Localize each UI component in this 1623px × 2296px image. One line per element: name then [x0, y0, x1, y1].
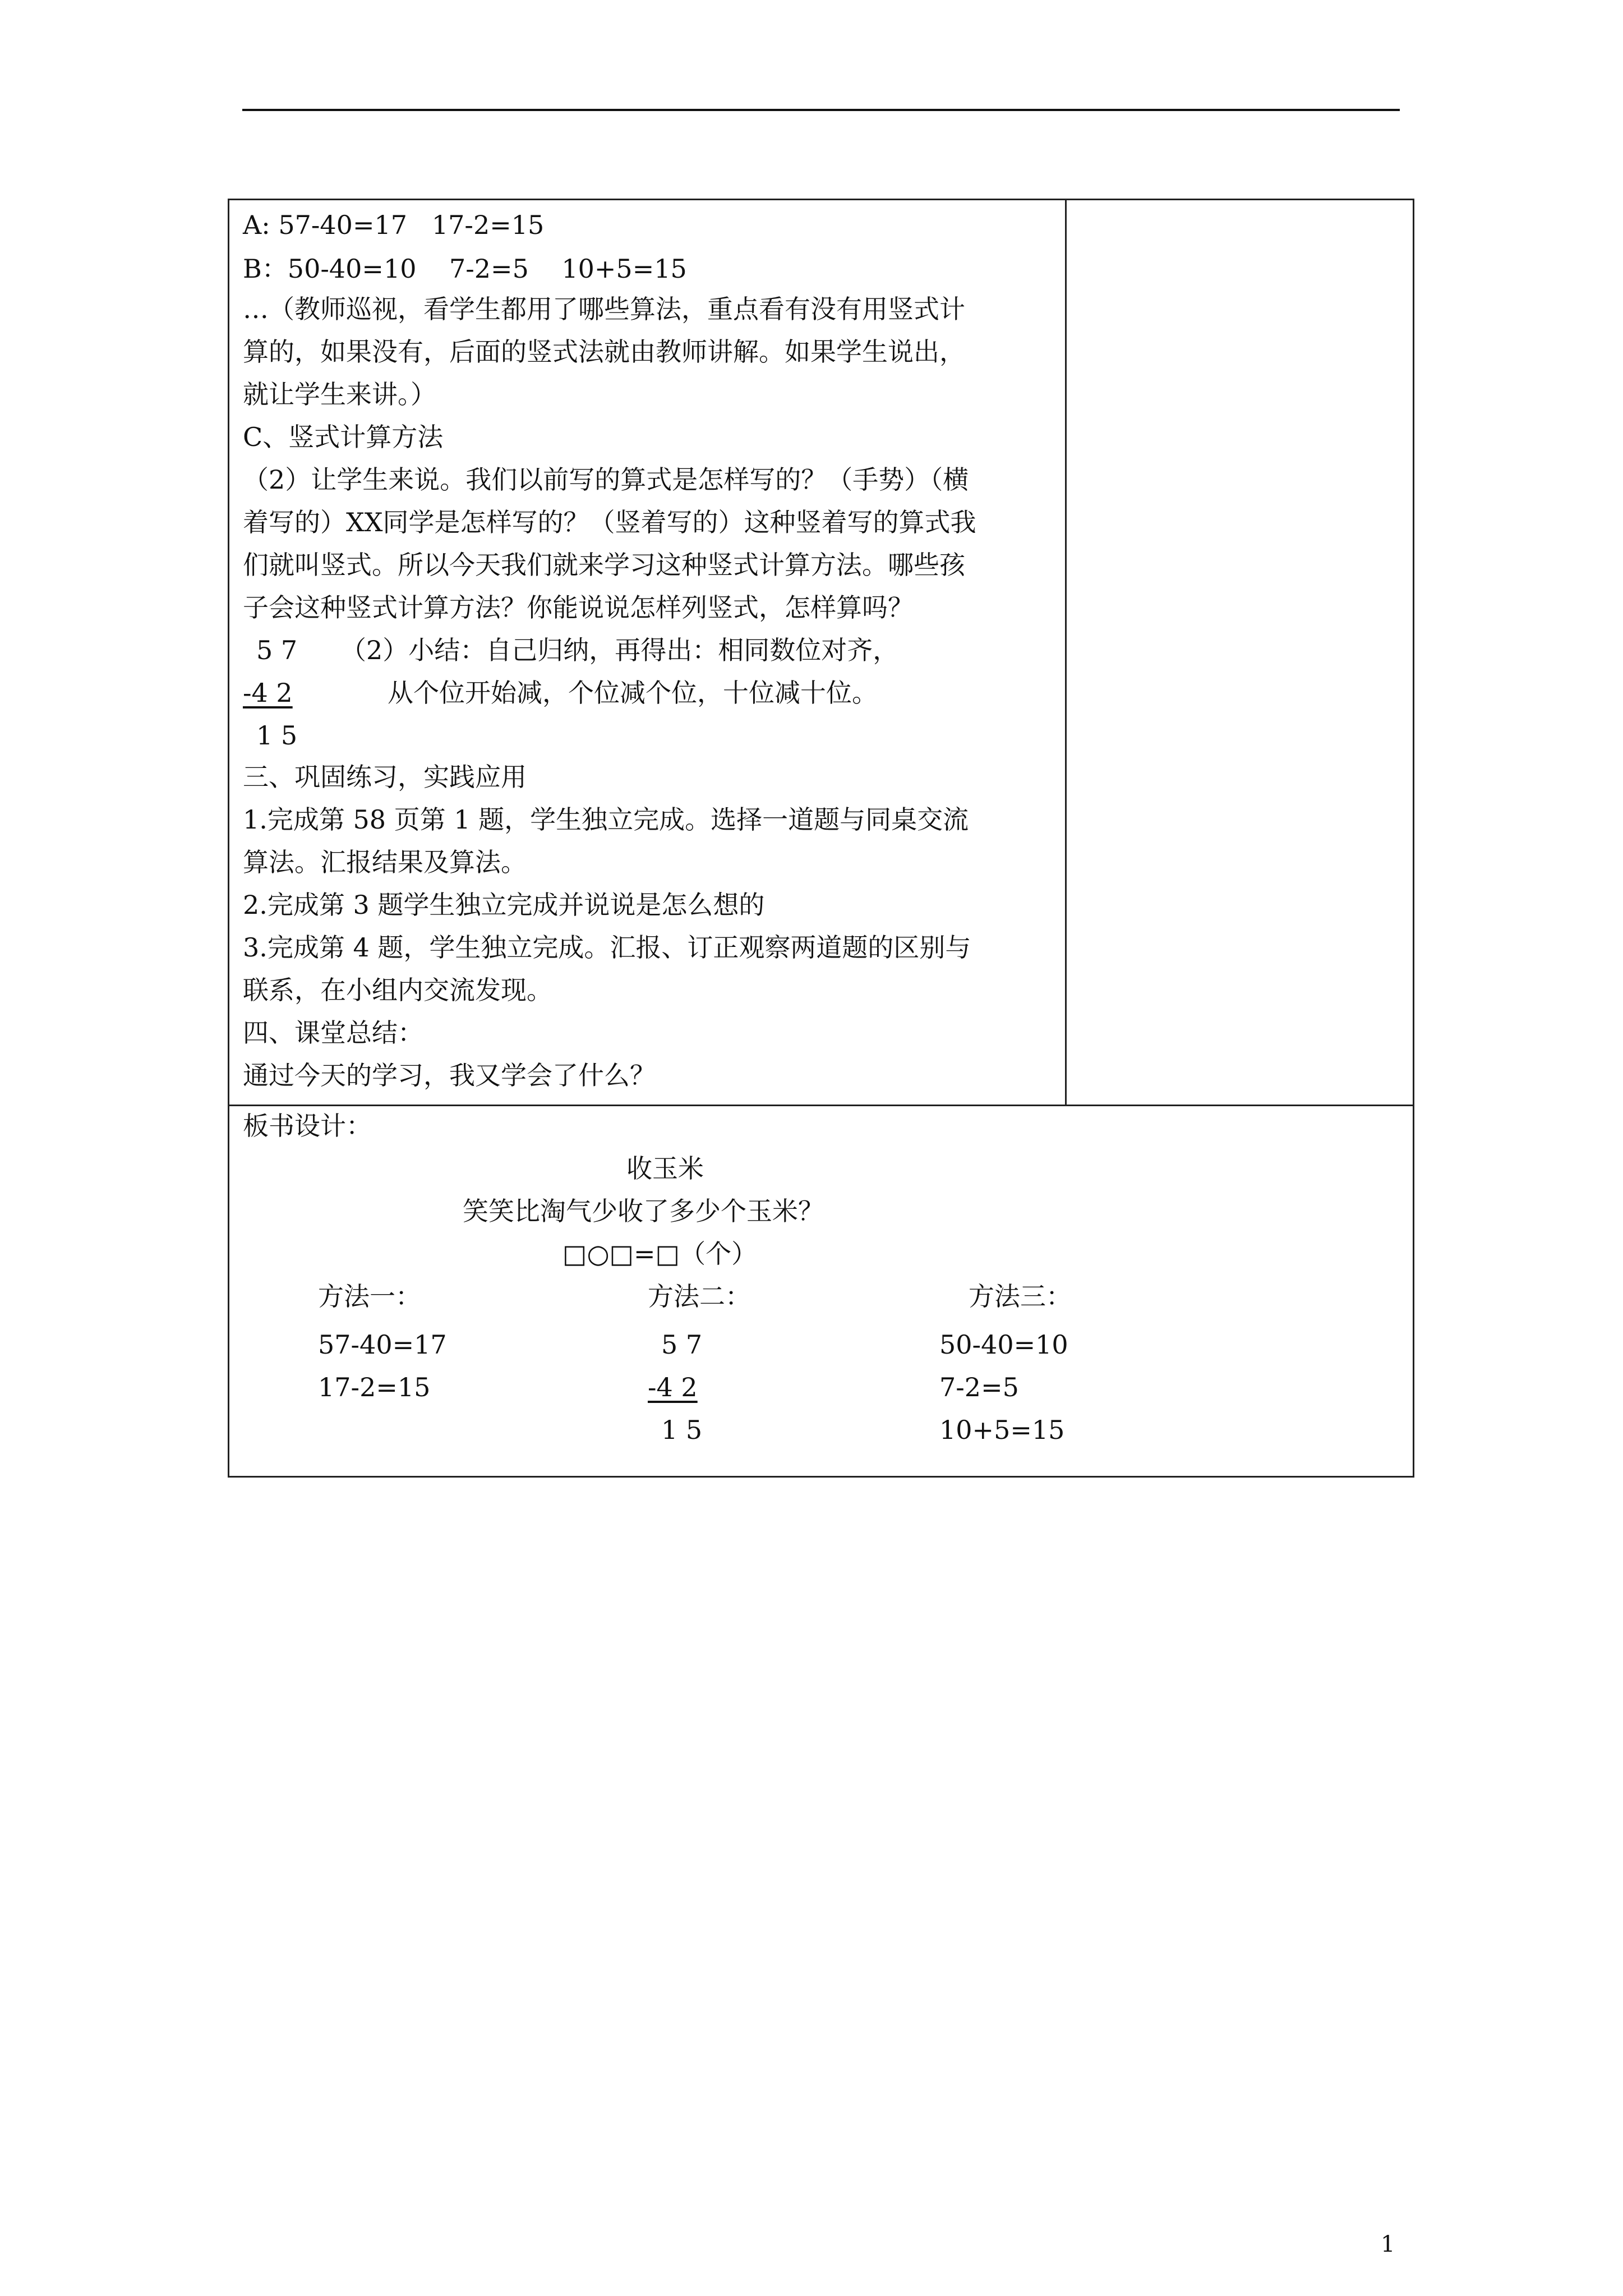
method-2-subtrahend: -4 2	[648, 1372, 698, 1402]
summary-line-2: 从个位开始减，个位减个位，十位减十位。	[388, 678, 878, 708]
discussion-line-1: （2）让学生来说。我们以前写的算式是怎样写的？（手势）（横	[243, 464, 969, 495]
method-3-label: 方法三：	[969, 1281, 1072, 1312]
method-3-step-2: 7-2=5	[939, 1372, 1019, 1402]
line-method-a: A: 57-40=17 17-2=15	[243, 210, 545, 240]
discussion-line-4: 子会这种竖式计算方法？你能说说怎样列竖式，怎样算吗？	[243, 592, 914, 623]
column-divider	[1065, 200, 1067, 1105]
heading-vertical-method: C、竖式计算方法	[243, 422, 444, 452]
board-question: 笑笑比淘气少收了多少个玉米？	[463, 1196, 824, 1226]
method-3-step-3: 10+5=15	[939, 1415, 1065, 1445]
exercise-2: 2.完成第 3 题学生独立完成并说说是怎么想的	[243, 890, 765, 920]
board-title: 收玉米	[626, 1153, 704, 1184]
method-1-step-2: 17-2=15	[318, 1372, 431, 1402]
method-2-top-number: 5 7	[661, 1329, 703, 1360]
method-1-label: 方法一：	[318, 1281, 421, 1312]
vertical-subtrahend: -4 2	[243, 678, 293, 708]
row-divider	[229, 1105, 1413, 1106]
method-1-step-1: 57-40=17	[318, 1329, 447, 1360]
vertical-top-number: 5 7	[256, 635, 298, 665]
teacher-note-line-3: 就让学生来讲。）	[243, 379, 436, 409]
section-summary: 四、课堂总结：	[243, 1018, 423, 1048]
exercise-3-line-1: 3.完成第 4 题，学生独立完成。汇报、订正观察两道题的区别与	[243, 932, 971, 963]
board-formula: □○□=□（个）	[562, 1239, 758, 1269]
teacher-note-line-1: …（教师巡视，看学生都用了哪些算法，重点看有没有用竖式计	[243, 294, 965, 324]
vertical-result: 1 5	[256, 720, 298, 751]
method-3-step-1: 50-40=10	[939, 1329, 1068, 1360]
exercise-1-line-1: 1.完成第 58 页第 1 题，学生独立完成。选择一道题与同桌交流	[243, 804, 969, 835]
board-label: 板书设计：	[243, 1111, 372, 1141]
lesson-table	[228, 199, 1414, 1478]
exercise-3-line-2: 联系，在小组内交流发现。	[243, 975, 552, 1005]
discussion-line-3: 们就叫竖式。所以今天我们就来学习这种竖式计算方法。哪些孩	[243, 550, 965, 580]
discussion-line-2: 着写的）XX同学是怎样写的？（竖着写的）这种竖着写的算式我	[243, 507, 976, 537]
line-method-b: B：50-40=10 7-2=5 10+5=15	[243, 254, 687, 284]
header-rule	[242, 109, 1400, 111]
closing-question: 通过今天的学习，我又学会了什么？	[243, 1060, 656, 1091]
page-number: 1	[1381, 2231, 1395, 2257]
method-2-label: 方法二：	[648, 1281, 751, 1312]
summary-line-1: （2）小结：自己归纳，再得出：相同数位对齐，	[340, 635, 899, 665]
section-practice: 三、巩固练习，实践应用	[243, 762, 527, 792]
exercise-1-line-2: 算法。汇报结果及算法。	[243, 847, 527, 877]
method-2-result: 1 5	[661, 1415, 703, 1445]
teacher-note-line-2: 算的，如果没有，后面的竖式法就由教师讲解。如果学生说出，	[243, 337, 965, 367]
